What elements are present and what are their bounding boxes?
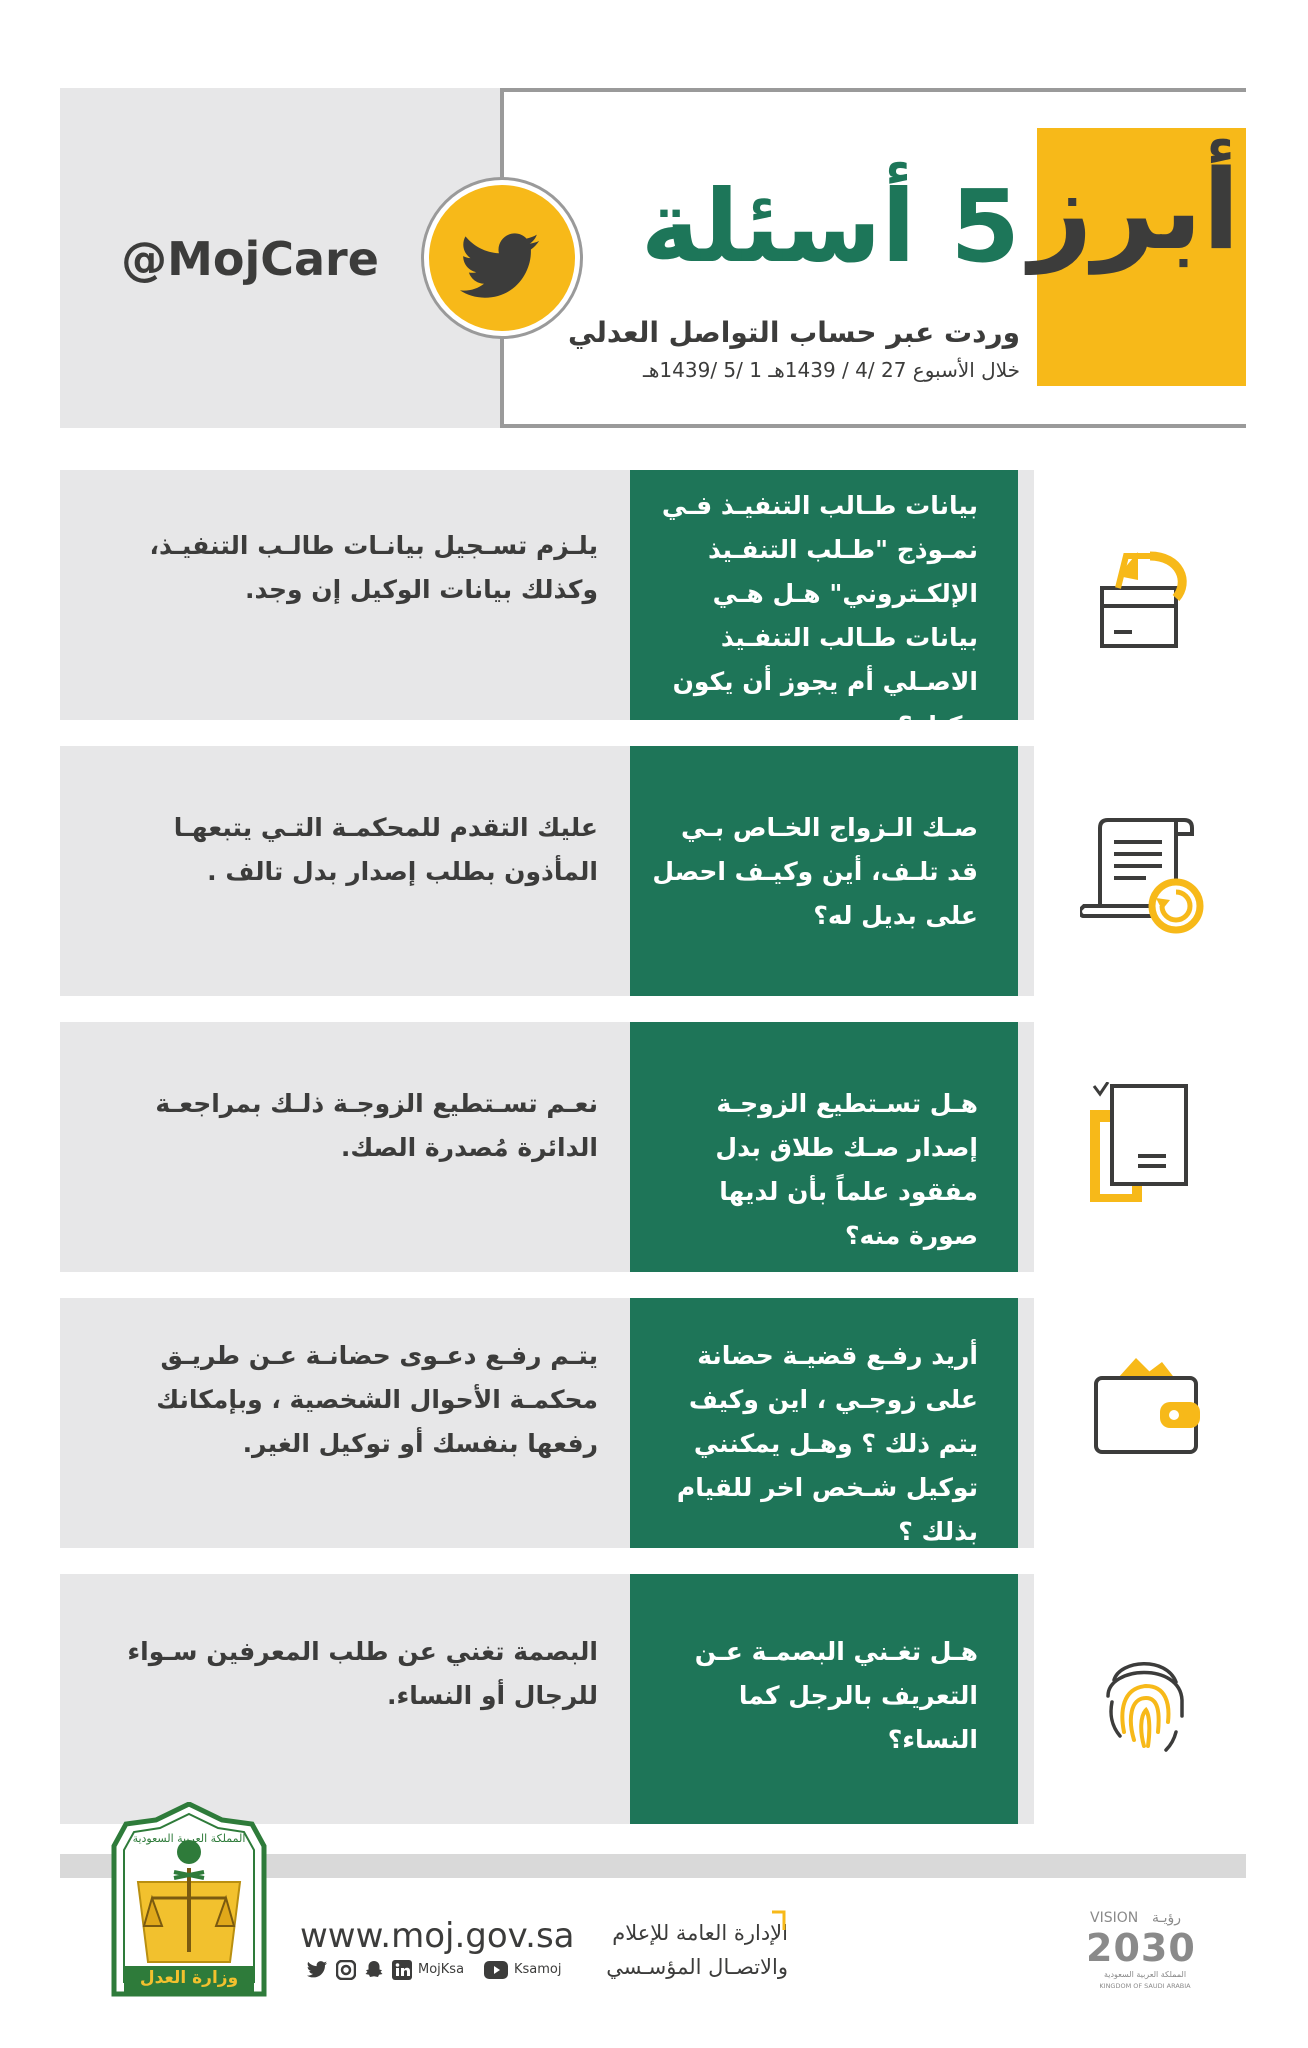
emblem-country-text: المملكة العربية السعودية — [132, 1832, 246, 1845]
answer-text-3: نعـم تسـتطيع الزوجـة ذلـك بمراجعـة الدائرة مُصدرة الصك. — [155, 1089, 598, 1162]
corner-bracket-icon — [770, 1910, 786, 1932]
linkedin-icon[interactable] — [392, 1960, 412, 1980]
youtube-icon[interactable] — [484, 1961, 508, 1979]
answer-text-1: يلـزم تسـجيل بيانـات طالـب التنفيـذ، وكذلك بيانات الوكيل إن وجد. — [149, 531, 598, 604]
page-title: 5 أسئلة — [640, 168, 1020, 285]
department-name — [578, 1916, 788, 1984]
page-subtitle: وردت عبر حساب التواصل العدلي — [568, 316, 1020, 349]
question-text-1: بيانات طـالب التنفيـذ فـي نمـوذج "طـلب التنفـيذ الإلكـتروني" هـل هـي بيانات طـالب التنفـيذ الاصـلي أم يجوز أن يكون وكيله؟ — [661, 491, 978, 740]
answer-text-5: البصمة تغني عن طلب المعرفين سـواء للرجال أو النساء. — [127, 1637, 598, 1710]
document-return-icon — [1080, 532, 1210, 662]
department-line-1: الإدارة العامة للإعلام — [612, 1921, 788, 1945]
ministry-emblem — [104, 1802, 274, 1998]
fingerprint-icon — [1080, 1636, 1210, 1766]
twitter-small-icon[interactable] — [306, 1960, 328, 1980]
question-text-3: هـل تسـتطيع الزوجـة إصدار صـك طلاق بدل مفقود علماً بأن لديها صورة منه؟ — [715, 1089, 978, 1250]
snapchat-icon[interactable] — [364, 1960, 384, 1980]
department-line-2: والاتصـال المؤسـسي — [606, 1955, 788, 1979]
social-bar — [306, 1958, 576, 1984]
question-text-5: هـل تغـني البصمـة عـن التعريف بالرجل كما النساء؟ — [694, 1637, 978, 1754]
social-handle-2[interactable]: Ksamoj — [514, 1962, 562, 1977]
scroll-refresh-icon — [1080, 810, 1210, 940]
vision-country-en: KINGDOM OF SAUDI ARABIA — [1099, 1982, 1191, 1990]
answer-text-4: يتـم رفـع دعـوى حضانـة عـن طريـق محكمـة الأحوال الشخصية ، وبإمكانك رفعها بنفسك أو توكيل الغير. — [156, 1341, 598, 1458]
vision-label: VISION — [1090, 1910, 1139, 1926]
vision-year: 2030 — [1086, 1926, 1196, 1970]
twitter-icon[interactable] — [424, 180, 580, 336]
document-copy-icon — [1080, 1082, 1210, 1212]
social-handle-1[interactable]: MojKsa — [418, 1962, 465, 1977]
vision-country-ar: المملكة العربية السعودية — [1103, 1970, 1187, 1979]
twitter-handle[interactable]: @MojCare — [121, 232, 379, 286]
wallet-icon — [1080, 1350, 1210, 1480]
date-range: خلال الأسبوع 27 /4 / 1439هـ 1 /5 /1439هـ — [643, 358, 1020, 382]
vision-ar: رؤيـة — [1152, 1910, 1182, 1926]
question-text-4: أريد رفـع قضيـة حضانة على زوجـي ، اين وكيف يتم ذلك ؟ وهـل يمكنني توكيل شـخص اخر للقيام بذلك ؟ — [676, 1341, 978, 1546]
vision-2030-logo — [1086, 1910, 1206, 1996]
header-abraz-word: أبرز — [1029, 146, 1240, 274]
instagram-icon[interactable] — [336, 1960, 356, 1980]
question-text-2: صـك الـزواج الخـاص بـي قد تلـف، أين وكيـف احصل على بديل له؟ — [652, 813, 978, 930]
emblem-ministry-text: وزارة العدل — [139, 1968, 239, 1988]
answer-text-2: عليك التقدم للمحكمـة التـي يتبعهـا المأذون بطلب إصدار بدل تالف . — [173, 813, 598, 886]
website-link[interactable]: www.moj.gov.sa — [300, 1916, 575, 1956]
